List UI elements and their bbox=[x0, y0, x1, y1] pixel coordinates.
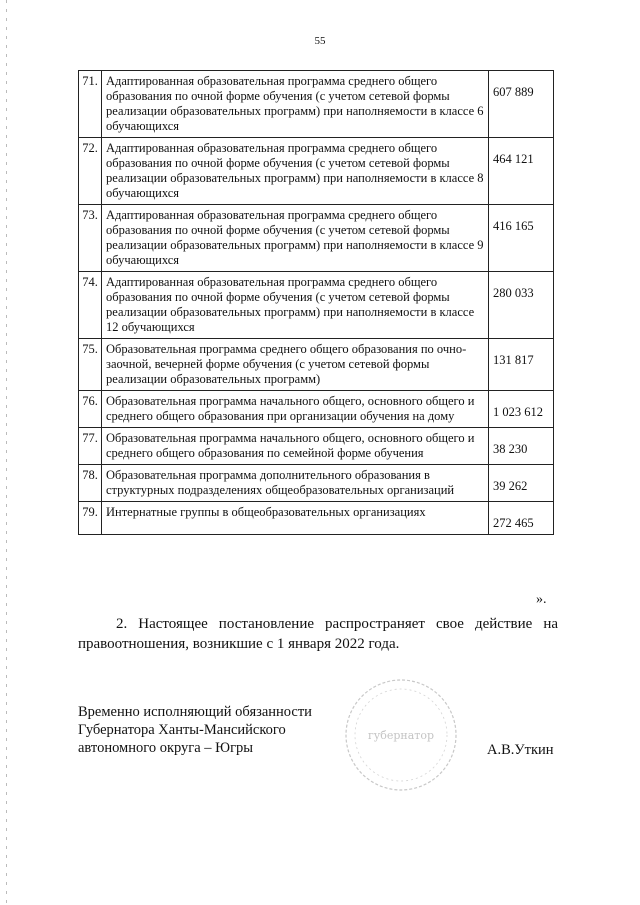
signer-title-line: Губернатора Ханты-Мансийского bbox=[78, 722, 286, 738]
table-row bbox=[79, 138, 554, 205]
stamp-text: губернатор bbox=[367, 729, 435, 742]
signer-title bbox=[78, 703, 358, 757]
closing-quote: ». bbox=[536, 592, 547, 607]
table-row bbox=[79, 391, 554, 428]
row-number: 76. bbox=[79, 391, 102, 428]
row-amount: 38 230 bbox=[489, 428, 554, 465]
row-description: Адаптированная образовательная программа среднего общего образования по очной форме обучения (с учетом сетевой формы реализации образовательных программ) при наполняемости в классе 12 обучающихся bbox=[102, 272, 489, 339]
row-description: Образовательная программа среднего общего образования по очно-заочной, вечерней форме обучения (с учетом сетевой формы реализации образовательных программ) bbox=[102, 339, 489, 391]
clause-paragraph: 2. Настоящее постановление распространяет свое действие на правоотношения, возникшие с 1 января 2022 года. bbox=[78, 616, 558, 652]
row-number: 72. bbox=[79, 138, 102, 205]
signer-title-line: Временно исполняющий обязанности bbox=[78, 704, 312, 720]
table-row bbox=[79, 502, 554, 535]
row-amount: 272 465 bbox=[489, 502, 554, 535]
row-description: Образовательная программа начального общего, основного общего и среднего общего образования по семейной форме обучения bbox=[102, 428, 489, 465]
row-description: Образовательная программа начального общего, основного общего и среднего общего образования при организации обучения на дому bbox=[102, 391, 489, 428]
row-number: 75. bbox=[79, 339, 102, 391]
row-number: 71. bbox=[79, 71, 102, 138]
row-number: 78. bbox=[79, 465, 102, 502]
row-amount: 39 262 bbox=[489, 465, 554, 502]
row-number: 73. bbox=[79, 205, 102, 272]
row-amount: 416 165 bbox=[489, 205, 554, 272]
row-amount: 131 817 bbox=[489, 339, 554, 391]
row-amount: 607 889 bbox=[489, 71, 554, 138]
signer-title-line: автономного округа – Югры bbox=[78, 740, 254, 756]
row-description: Образовательная программа дополнительного образования в структурных подразделениях общеобразовательных организаций bbox=[102, 465, 489, 502]
row-description: Адаптированная образовательная программа среднего общего образования по очной форме обучения (с учетом сетевой формы реализации образовательных программ) при наполняемости в классе 6 обучающихся bbox=[102, 71, 489, 138]
row-amount: 280 033 bbox=[489, 272, 554, 339]
row-number: 74. bbox=[79, 272, 102, 339]
row-description: Адаптированная образовательная программа среднего общего образования по очной форме обучения (с учетом сетевой формы реализации образовательных программ) при наполняемости в классе 8 обучающихся bbox=[102, 138, 489, 205]
table-row bbox=[79, 428, 554, 465]
row-number: 77. bbox=[79, 428, 102, 465]
table-row bbox=[79, 71, 554, 138]
row-number: 79. bbox=[79, 502, 102, 535]
table-row bbox=[79, 339, 554, 391]
row-amount: 1 023 612 bbox=[489, 391, 554, 428]
table-row bbox=[79, 205, 554, 272]
row-description: Интернатные группы в общеобразовательных организациях bbox=[102, 502, 489, 535]
table-row bbox=[79, 272, 554, 339]
funding-table bbox=[78, 70, 554, 535]
signer-name: А.В.Уткин bbox=[487, 742, 554, 758]
table-row bbox=[79, 465, 554, 502]
page-number: 55 bbox=[314, 35, 326, 47]
official-stamp bbox=[342, 676, 460, 794]
row-amount: 464 121 bbox=[489, 138, 554, 205]
scan-edge-line bbox=[6, 0, 7, 905]
row-description: Адаптированная образовательная программа среднего общего образования по очной форме обучения (с учетом сетевой формы реализации образовательных программ) при наполняемости в классе 9 обучающихся bbox=[102, 205, 489, 272]
